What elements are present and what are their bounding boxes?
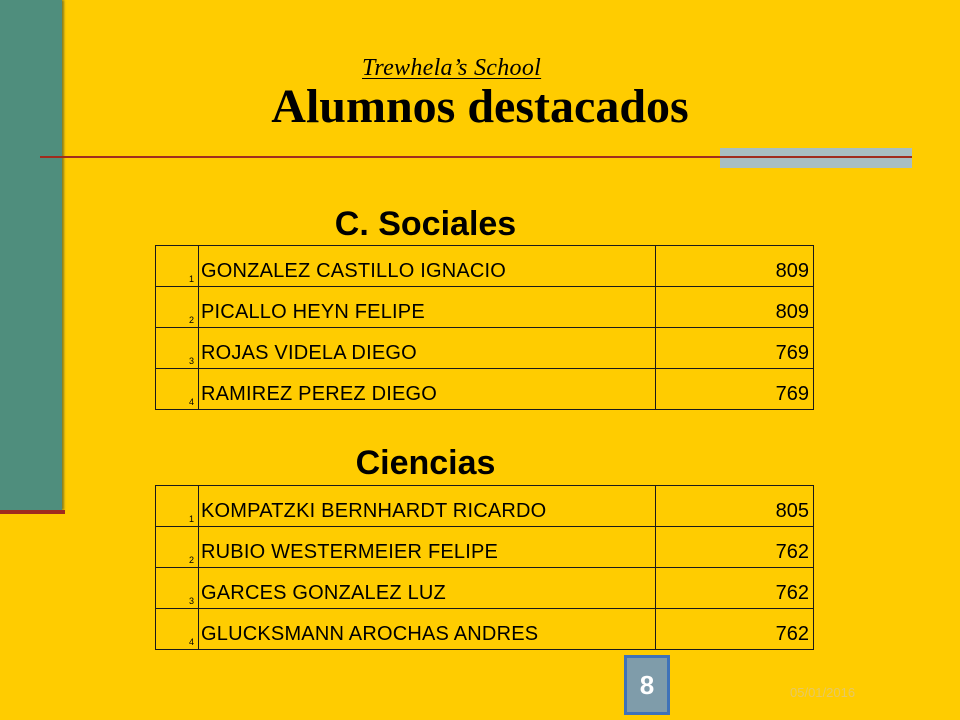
score-cell: 762 — [656, 527, 814, 568]
table-row — [156, 568, 814, 609]
score-cell: 762 — [656, 568, 814, 609]
table-row — [156, 527, 814, 568]
table-row — [156, 486, 814, 527]
student-name-cell: RAMIREZ PEREZ DIEGO — [199, 369, 656, 410]
score-cell: 762 — [656, 609, 814, 650]
table-row — [156, 369, 814, 410]
student-name-cell: KOMPATZKI BERNHARDT RICARDO — [199, 486, 656, 527]
table-row — [156, 287, 814, 328]
sidebar-underline — [0, 510, 65, 514]
score-cell: 809 — [656, 287, 814, 328]
score-cell: 769 — [656, 369, 814, 410]
rank-cell: 4 — [156, 609, 199, 650]
student-name-cell: GLUCKSMANN AROCHAS ANDRES — [199, 609, 656, 650]
student-name-cell: GARCES GONZALEZ LUZ — [199, 568, 656, 609]
ranking-table-ciencias — [155, 485, 814, 650]
section-heading-sociales: C. Sociales — [334, 205, 517, 243]
rank-cell: 1 — [156, 486, 199, 527]
rank-cell: 2 — [156, 527, 199, 568]
title-accent-bar — [720, 148, 912, 168]
rank-cell: 3 — [156, 568, 199, 609]
rank-cell: 2 — [156, 287, 199, 328]
slide-number-box — [624, 655, 670, 715]
section-heading-ciencias: Ciencias — [355, 444, 496, 482]
student-name-cell: RUBIO WESTERMEIER FELIPE — [199, 527, 656, 568]
ranking-table-sociales — [155, 245, 814, 410]
school-name: Trewhela’s School — [362, 55, 542, 81]
title-divider — [40, 156, 912, 158]
rank-cell: 1 — [156, 246, 199, 287]
score-cell: 769 — [656, 328, 814, 369]
slide-number: 8 — [639, 670, 655, 700]
rank-cell: 3 — [156, 328, 199, 369]
table-row — [156, 609, 814, 650]
student-name-cell: ROJAS VIDELA DIEGO — [199, 328, 656, 369]
slide-date: 05/01/2016 — [790, 685, 856, 700]
table-row — [156, 328, 814, 369]
table-row — [156, 246, 814, 287]
score-cell: 809 — [656, 246, 814, 287]
rank-cell: 4 — [156, 369, 199, 410]
student-name-cell: PICALLO HEYN FELIPE — [199, 287, 656, 328]
slide-title: Alumnos destacados — [271, 80, 689, 133]
student-name-cell: GONZALEZ CASTILLO IGNACIO — [199, 246, 656, 287]
score-cell: 805 — [656, 486, 814, 527]
sidebar-strip — [0, 0, 62, 510]
